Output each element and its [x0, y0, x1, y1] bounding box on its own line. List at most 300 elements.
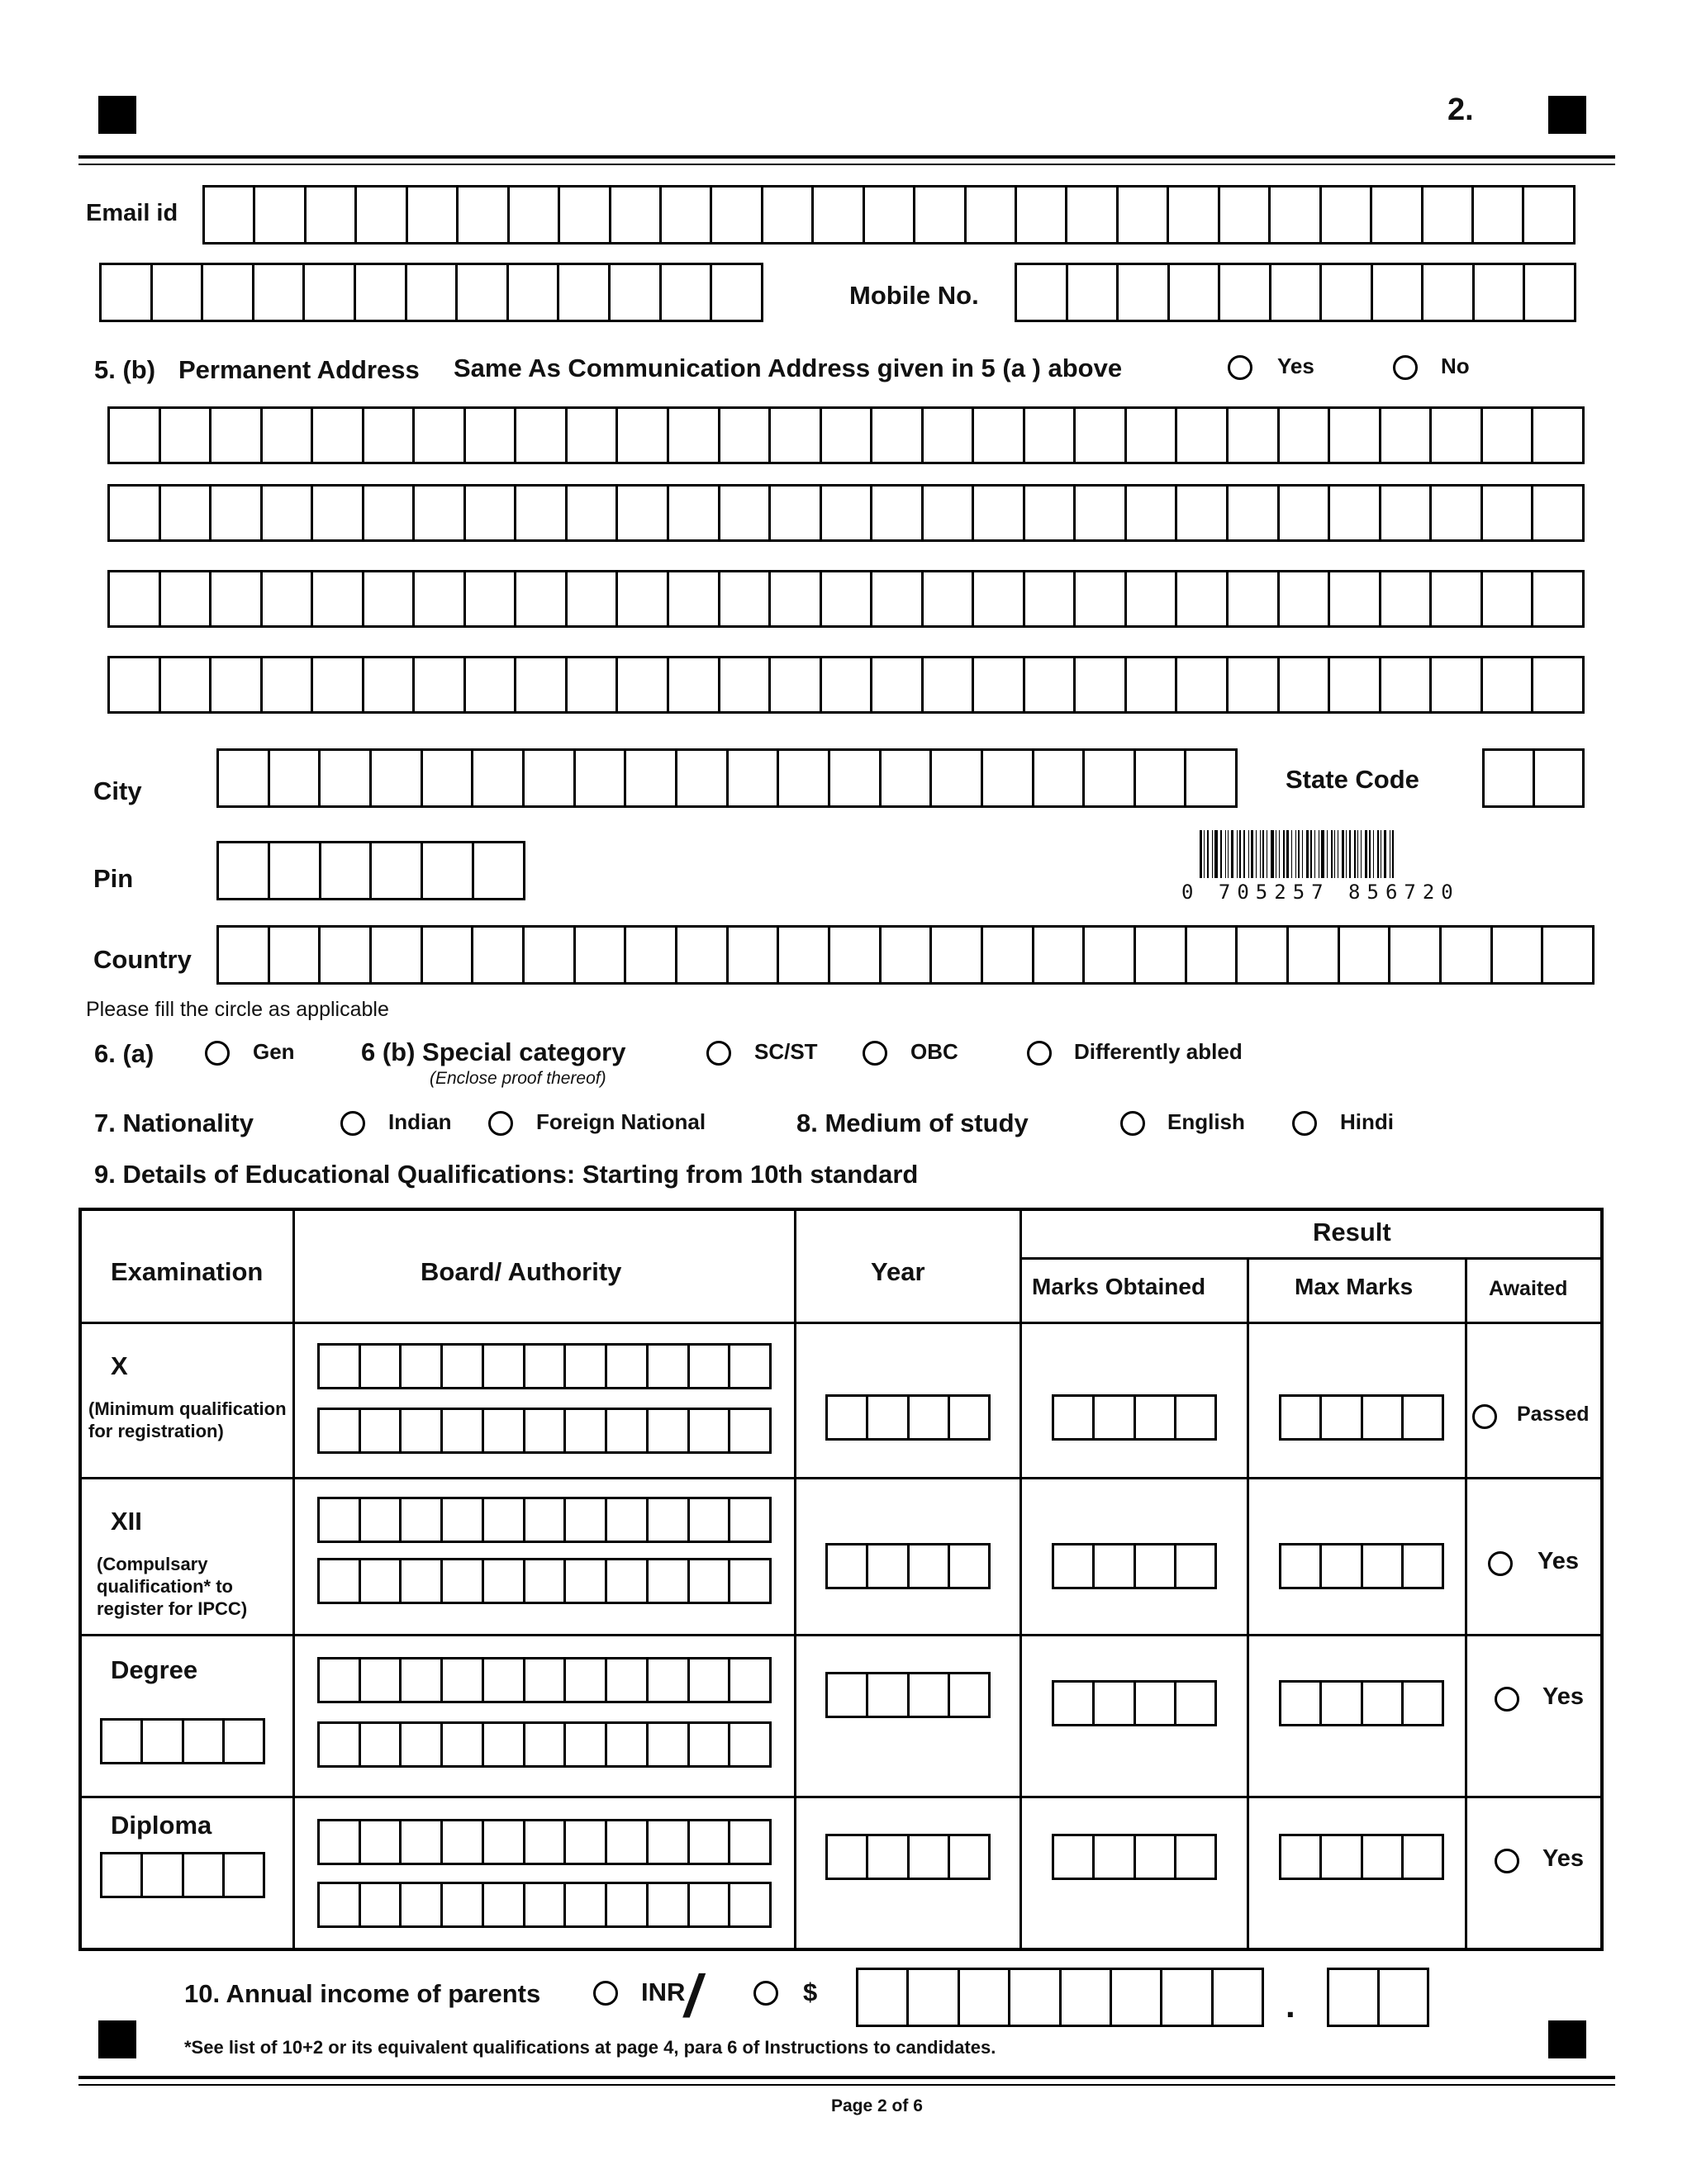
char-cell[interactable]: [361, 1560, 402, 1602]
char-cell[interactable]: [669, 409, 720, 462]
char-cell[interactable]: [1127, 409, 1178, 462]
char-cell[interactable]: [924, 409, 975, 462]
char-cell[interactable]: [313, 572, 364, 625]
char-cell[interactable]: [872, 572, 924, 625]
degree-marks-obtained-boxes[interactable]: [1052, 1680, 1217, 1726]
char-cell[interactable]: [1330, 572, 1381, 625]
char-cell[interactable]: [1363, 1545, 1404, 1587]
char-cell[interactable]: [1423, 265, 1475, 320]
char-cell[interactable]: [110, 409, 161, 462]
char-cell[interactable]: [1054, 1545, 1095, 1587]
char-cell[interactable]: [525, 1821, 567, 1863]
char-cell[interactable]: [566, 1560, 607, 1602]
char-cell[interactable]: [618, 572, 669, 625]
char-cell[interactable]: [161, 658, 212, 711]
char-cell[interactable]: [443, 1821, 484, 1863]
char-cell[interactable]: [402, 1346, 443, 1387]
char-cell[interactable]: [466, 658, 517, 711]
char-cell[interactable]: [320, 1724, 361, 1765]
char-cell[interactable]: [1322, 265, 1373, 320]
char-cell[interactable]: [690, 1410, 731, 1451]
xii-yes-radio[interactable]: [1488, 1551, 1513, 1576]
char-cell[interactable]: [566, 1884, 607, 1925]
char-cell[interactable]: [313, 658, 364, 711]
char-cell[interactable]: [161, 487, 212, 539]
char-cell[interactable]: [510, 188, 560, 242]
char-cell[interactable]: [1493, 928, 1544, 982]
char-cell[interactable]: [868, 1545, 909, 1587]
diploma-board-boxes-2[interactable]: [317, 1882, 772, 1928]
x-year-boxes[interactable]: [825, 1394, 991, 1441]
char-cell[interactable]: [1034, 928, 1086, 982]
char-cell[interactable]: [1127, 658, 1178, 711]
char-cell[interactable]: [1404, 1397, 1442, 1438]
char-cell[interactable]: [1085, 751, 1136, 805]
char-cell[interactable]: [225, 1721, 263, 1762]
char-cell[interactable]: [868, 1397, 909, 1438]
char-cell[interactable]: [407, 265, 459, 320]
char-cell[interactable]: [320, 1346, 361, 1387]
char-cell[interactable]: [910, 1836, 950, 1878]
char-cell[interactable]: [607, 1346, 649, 1387]
char-cell[interactable]: [1017, 188, 1067, 242]
char-cell[interactable]: [1095, 1545, 1135, 1587]
char-cell[interactable]: [730, 1821, 769, 1863]
char-cell[interactable]: [1329, 1970, 1380, 2025]
char-cell[interactable]: [932, 928, 983, 982]
char-cell[interactable]: [1280, 487, 1331, 539]
char-cell[interactable]: [872, 409, 924, 462]
char-cell[interactable]: [1485, 751, 1535, 805]
char-cell[interactable]: [566, 1821, 607, 1863]
char-cell[interactable]: [184, 1721, 225, 1762]
char-cell[interactable]: [356, 265, 407, 320]
char-cell[interactable]: [868, 1836, 909, 1878]
char-cell[interactable]: [730, 1724, 769, 1765]
char-cell[interactable]: [443, 1724, 484, 1765]
char-cell[interactable]: [1068, 265, 1119, 320]
char-cell[interactable]: [566, 1410, 607, 1451]
english-radio[interactable]: [1120, 1111, 1145, 1136]
char-cell[interactable]: [1289, 928, 1340, 982]
char-cell[interactable]: [1432, 487, 1483, 539]
char-cell[interactable]: [910, 1397, 950, 1438]
char-cell[interactable]: [1054, 1397, 1095, 1438]
char-cell[interactable]: [607, 1410, 649, 1451]
indian-radio[interactable]: [340, 1111, 365, 1136]
char-cell[interactable]: [690, 1499, 731, 1541]
char-cell[interactable]: [102, 1854, 143, 1896]
char-cell[interactable]: [730, 1884, 769, 1925]
char-cell[interactable]: [1340, 928, 1391, 982]
char-cell[interactable]: [1442, 928, 1493, 982]
char-cell[interactable]: [361, 1499, 402, 1541]
char-cell[interactable]: [153, 265, 204, 320]
char-cell[interactable]: [516, 409, 568, 462]
degree-yes-radio[interactable]: [1495, 1687, 1519, 1712]
char-cell[interactable]: [443, 1659, 484, 1701]
char-cell[interactable]: [402, 1724, 443, 1765]
char-cell[interactable]: [690, 1821, 731, 1863]
char-cell[interactable]: [1533, 409, 1582, 462]
char-cell[interactable]: [690, 1346, 731, 1387]
char-cell[interactable]: [649, 1884, 690, 1925]
char-cell[interactable]: [607, 1884, 649, 1925]
char-cell[interactable]: [219, 751, 270, 805]
char-cell[interactable]: [868, 1674, 909, 1716]
char-cell[interactable]: [110, 572, 161, 625]
char-cell[interactable]: [950, 1836, 988, 1878]
char-cell[interactable]: [566, 1346, 607, 1387]
char-cell[interactable]: [730, 1659, 769, 1701]
char-cell[interactable]: [720, 658, 772, 711]
char-cell[interactable]: [1177, 658, 1229, 711]
char-cell[interactable]: [484, 1410, 525, 1451]
char-cell[interactable]: [771, 658, 822, 711]
char-cell[interactable]: [473, 751, 525, 805]
char-cell[interactable]: [525, 928, 576, 982]
char-cell[interactable]: [361, 1410, 402, 1451]
char-cell[interactable]: [1380, 1970, 1428, 2025]
char-cell[interactable]: [865, 188, 915, 242]
char-cell[interactable]: [618, 487, 669, 539]
char-cell[interactable]: [576, 928, 627, 982]
char-cell[interactable]: [983, 928, 1034, 982]
income-amount-boxes[interactable]: [856, 1968, 1264, 2027]
obc-radio[interactable]: [863, 1041, 887, 1066]
xii-marks-obtained-boxes[interactable]: [1052, 1543, 1217, 1589]
char-cell[interactable]: [1322, 1545, 1362, 1587]
char-cell[interactable]: [361, 1821, 402, 1863]
char-cell[interactable]: [1423, 188, 1474, 242]
char-cell[interactable]: [1533, 487, 1582, 539]
char-cell[interactable]: [771, 487, 822, 539]
char-cell[interactable]: [212, 658, 263, 711]
char-cell[interactable]: [1010, 1970, 1061, 2025]
char-cell[interactable]: [321, 928, 372, 982]
char-cell[interactable]: [320, 1499, 361, 1541]
char-cell[interactable]: [1076, 572, 1127, 625]
char-cell[interactable]: [822, 487, 873, 539]
char-cell[interactable]: [423, 751, 474, 805]
char-cell[interactable]: [143, 1854, 183, 1896]
char-cell[interactable]: [730, 1499, 769, 1541]
char-cell[interactable]: [763, 188, 814, 242]
char-cell[interactable]: [1330, 658, 1381, 711]
char-cell[interactable]: [110, 487, 161, 539]
char-cell[interactable]: [1220, 188, 1271, 242]
degree-board-boxes-1[interactable]: [317, 1657, 772, 1703]
char-cell[interactable]: [361, 1884, 402, 1925]
char-cell[interactable]: [102, 1721, 143, 1762]
char-cell[interactable]: [611, 188, 662, 242]
char-cell[interactable]: [950, 1545, 988, 1587]
char-cell[interactable]: [484, 1884, 525, 1925]
char-cell[interactable]: [1271, 265, 1323, 320]
char-cell[interactable]: [458, 265, 509, 320]
char-cell[interactable]: [720, 409, 772, 462]
char-cell[interactable]: [320, 1884, 361, 1925]
char-cell[interactable]: [1177, 572, 1229, 625]
char-cell[interactable]: [974, 658, 1025, 711]
char-cell[interactable]: [305, 265, 356, 320]
char-cell[interactable]: [364, 572, 416, 625]
state-code-boxes[interactable]: [1482, 748, 1585, 808]
char-cell[interactable]: [110, 658, 161, 711]
char-cell[interactable]: [1535, 751, 1583, 805]
char-cell[interactable]: [730, 1346, 769, 1387]
char-cell[interactable]: [212, 409, 263, 462]
char-cell[interactable]: [649, 1821, 690, 1863]
char-cell[interactable]: [1381, 409, 1433, 462]
char-cell[interactable]: [720, 572, 772, 625]
char-cell[interactable]: [626, 751, 677, 805]
char-cell[interactable]: [525, 1659, 567, 1701]
char-cell[interactable]: [828, 1674, 868, 1716]
char-cell[interactable]: [1432, 572, 1483, 625]
char-cell[interactable]: [484, 1659, 525, 1701]
char-cell[interactable]: [1229, 572, 1280, 625]
char-cell[interactable]: [568, 658, 619, 711]
char-cell[interactable]: [320, 1410, 361, 1451]
char-cell[interactable]: [205, 188, 255, 242]
char-cell[interactable]: [1322, 1683, 1362, 1724]
char-cell[interactable]: [649, 1724, 690, 1765]
char-cell[interactable]: [1483, 487, 1534, 539]
char-cell[interactable]: [313, 487, 364, 539]
char-cell[interactable]: [1127, 487, 1178, 539]
char-cell[interactable]: [649, 1659, 690, 1701]
char-cell[interactable]: [1281, 1397, 1322, 1438]
char-cell[interactable]: [1136, 1545, 1176, 1587]
char-cell[interactable]: [212, 487, 263, 539]
char-cell[interactable]: [1025, 658, 1077, 711]
char-cell[interactable]: [566, 1724, 607, 1765]
char-cell[interactable]: [559, 265, 611, 320]
char-cell[interactable]: [974, 487, 1025, 539]
char-cell[interactable]: [415, 409, 466, 462]
char-cell[interactable]: [402, 1499, 443, 1541]
char-cell[interactable]: [607, 1560, 649, 1602]
char-cell[interactable]: [361, 1659, 402, 1701]
char-cell[interactable]: [690, 1659, 731, 1701]
char-cell[interactable]: [924, 658, 975, 711]
gen-radio[interactable]: [205, 1041, 230, 1066]
char-cell[interactable]: [950, 1397, 988, 1438]
char-cell[interactable]: [566, 1659, 607, 1701]
char-cell[interactable]: [607, 1499, 649, 1541]
char-cell[interactable]: [415, 658, 466, 711]
char-cell[interactable]: [1176, 1836, 1214, 1878]
char-cell[interactable]: [1229, 487, 1280, 539]
char-cell[interactable]: [822, 572, 873, 625]
xii-year-boxes[interactable]: [825, 1543, 991, 1589]
char-cell[interactable]: [161, 409, 212, 462]
char-cell[interactable]: [618, 658, 669, 711]
char-cell[interactable]: [484, 1346, 525, 1387]
country-boxes[interactable]: [216, 925, 1595, 985]
char-cell[interactable]: [443, 1884, 484, 1925]
char-cell[interactable]: [690, 1560, 731, 1602]
address-line-2-boxes[interactable]: [107, 484, 1585, 542]
degree-board-boxes-2[interactable]: [317, 1721, 772, 1768]
char-cell[interactable]: [1220, 265, 1271, 320]
char-cell[interactable]: [1432, 409, 1483, 462]
char-cell[interactable]: [915, 188, 966, 242]
char-cell[interactable]: [1162, 1970, 1213, 2025]
char-cell[interactable]: [321, 751, 372, 805]
char-cell[interactable]: [320, 1560, 361, 1602]
char-cell[interactable]: [1280, 658, 1331, 711]
char-cell[interactable]: [320, 1821, 361, 1863]
char-cell[interactable]: [872, 658, 924, 711]
char-cell[interactable]: [219, 928, 270, 982]
char-cell[interactable]: [669, 487, 720, 539]
char-cell[interactable]: [402, 1884, 443, 1925]
char-cell[interactable]: [1095, 1836, 1135, 1878]
char-cell[interactable]: [1176, 1545, 1214, 1587]
char-cell[interactable]: [882, 751, 933, 805]
char-cell[interactable]: [662, 188, 712, 242]
char-cell[interactable]: [254, 265, 306, 320]
degree-year-boxes[interactable]: [825, 1672, 991, 1718]
char-cell[interactable]: [1280, 409, 1331, 462]
char-cell[interactable]: [1363, 1397, 1404, 1438]
char-cell[interactable]: [474, 843, 523, 898]
xii-max-marks-boxes[interactable]: [1279, 1543, 1444, 1589]
char-cell[interactable]: [443, 1346, 484, 1387]
char-cell[interactable]: [1483, 572, 1534, 625]
char-cell[interactable]: [161, 572, 212, 625]
char-cell[interactable]: [255, 188, 306, 242]
char-cell[interactable]: [1330, 487, 1381, 539]
char-cell[interactable]: [974, 409, 1025, 462]
address-line-3-boxes[interactable]: [107, 570, 1585, 628]
char-cell[interactable]: [779, 751, 830, 805]
char-cell[interactable]: [402, 1659, 443, 1701]
char-cell[interactable]: [219, 843, 270, 898]
char-cell[interactable]: [1281, 1683, 1322, 1724]
diploma-board-boxes-1[interactable]: [317, 1819, 772, 1865]
char-cell[interactable]: [967, 188, 1017, 242]
char-cell[interactable]: [560, 188, 611, 242]
char-cell[interactable]: [729, 928, 780, 982]
char-cell[interactable]: [924, 487, 975, 539]
char-cell[interactable]: [1373, 265, 1424, 320]
char-cell[interactable]: [1381, 487, 1433, 539]
char-cell[interactable]: [415, 487, 466, 539]
char-cell[interactable]: [364, 658, 416, 711]
xii-board-boxes-2[interactable]: [317, 1558, 772, 1604]
char-cell[interactable]: [1390, 928, 1442, 982]
char-cell[interactable]: [1238, 928, 1289, 982]
x-max-marks-boxes[interactable]: [1279, 1394, 1444, 1441]
char-cell[interactable]: [372, 751, 423, 805]
char-cell[interactable]: [1076, 409, 1127, 462]
char-cell[interactable]: [1533, 572, 1582, 625]
income-decimal-boxes[interactable]: [1327, 1968, 1429, 2027]
diploma-marks-obtained-boxes[interactable]: [1052, 1834, 1217, 1880]
char-cell[interactable]: [566, 1499, 607, 1541]
xii-board-boxes-1[interactable]: [317, 1497, 772, 1543]
address-line-1-boxes[interactable]: [107, 406, 1585, 464]
char-cell[interactable]: [102, 265, 153, 320]
char-cell[interactable]: [729, 751, 780, 805]
char-cell[interactable]: [974, 572, 1025, 625]
char-cell[interactable]: [1281, 1836, 1322, 1878]
char-cell[interactable]: [1474, 188, 1524, 242]
char-cell[interactable]: [830, 928, 882, 982]
char-cell[interactable]: [649, 1560, 690, 1602]
address-line-4-boxes[interactable]: [107, 656, 1585, 714]
usd-radio[interactable]: [753, 1981, 778, 2006]
char-cell[interactable]: [225, 1854, 263, 1896]
char-cell[interactable]: [626, 928, 677, 982]
char-cell[interactable]: [882, 928, 933, 982]
char-cell[interactable]: [909, 1970, 959, 2025]
char-cell[interactable]: [320, 1659, 361, 1701]
char-cell[interactable]: [814, 188, 864, 242]
char-cell[interactable]: [1112, 1970, 1162, 2025]
char-cell[interactable]: [270, 751, 321, 805]
char-cell[interactable]: [872, 487, 924, 539]
char-cell[interactable]: [822, 409, 873, 462]
char-cell[interactable]: [1034, 751, 1086, 805]
char-cell[interactable]: [607, 1659, 649, 1701]
char-cell[interactable]: [313, 409, 364, 462]
char-cell[interactable]: [910, 1674, 950, 1716]
x-passed-radio[interactable]: [1472, 1404, 1497, 1429]
char-cell[interactable]: [1136, 1397, 1176, 1438]
char-cell[interactable]: [730, 1560, 769, 1602]
char-cell[interactable]: [1076, 658, 1127, 711]
char-cell[interactable]: [822, 658, 873, 711]
email-continuation-boxes[interactable]: [99, 263, 763, 322]
char-cell[interactable]: [568, 487, 619, 539]
char-cell[interactable]: [1280, 572, 1331, 625]
char-cell[interactable]: [1076, 487, 1127, 539]
email-boxes[interactable]: [202, 185, 1576, 245]
char-cell[interactable]: [459, 188, 509, 242]
foreign-national-radio[interactable]: [488, 1111, 513, 1136]
char-cell[interactable]: [690, 1884, 731, 1925]
char-cell[interactable]: [858, 1970, 909, 2025]
scst-radio[interactable]: [706, 1041, 731, 1066]
char-cell[interactable]: [771, 409, 822, 462]
char-cell[interactable]: [690, 1724, 731, 1765]
char-cell[interactable]: [649, 1499, 690, 1541]
char-cell[interactable]: [484, 1560, 525, 1602]
char-cell[interactable]: [484, 1821, 525, 1863]
char-cell[interactable]: [1322, 1397, 1362, 1438]
char-cell[interactable]: [1085, 928, 1136, 982]
char-cell[interactable]: [1330, 409, 1381, 462]
char-cell[interactable]: [720, 487, 772, 539]
hindi-radio[interactable]: [1292, 1111, 1317, 1136]
char-cell[interactable]: [1363, 1836, 1404, 1878]
char-cell[interactable]: [1186, 751, 1235, 805]
char-cell[interactable]: [270, 928, 321, 982]
char-cell[interactable]: [1127, 572, 1178, 625]
degree-max-marks-boxes[interactable]: [1279, 1680, 1444, 1726]
char-cell[interactable]: [828, 1397, 868, 1438]
char-cell[interactable]: [712, 188, 763, 242]
char-cell[interactable]: [1067, 188, 1118, 242]
char-cell[interactable]: [1372, 188, 1423, 242]
char-cell[interactable]: [924, 572, 975, 625]
diploma-max-marks-boxes[interactable]: [1279, 1834, 1444, 1880]
char-cell[interactable]: [611, 265, 662, 320]
